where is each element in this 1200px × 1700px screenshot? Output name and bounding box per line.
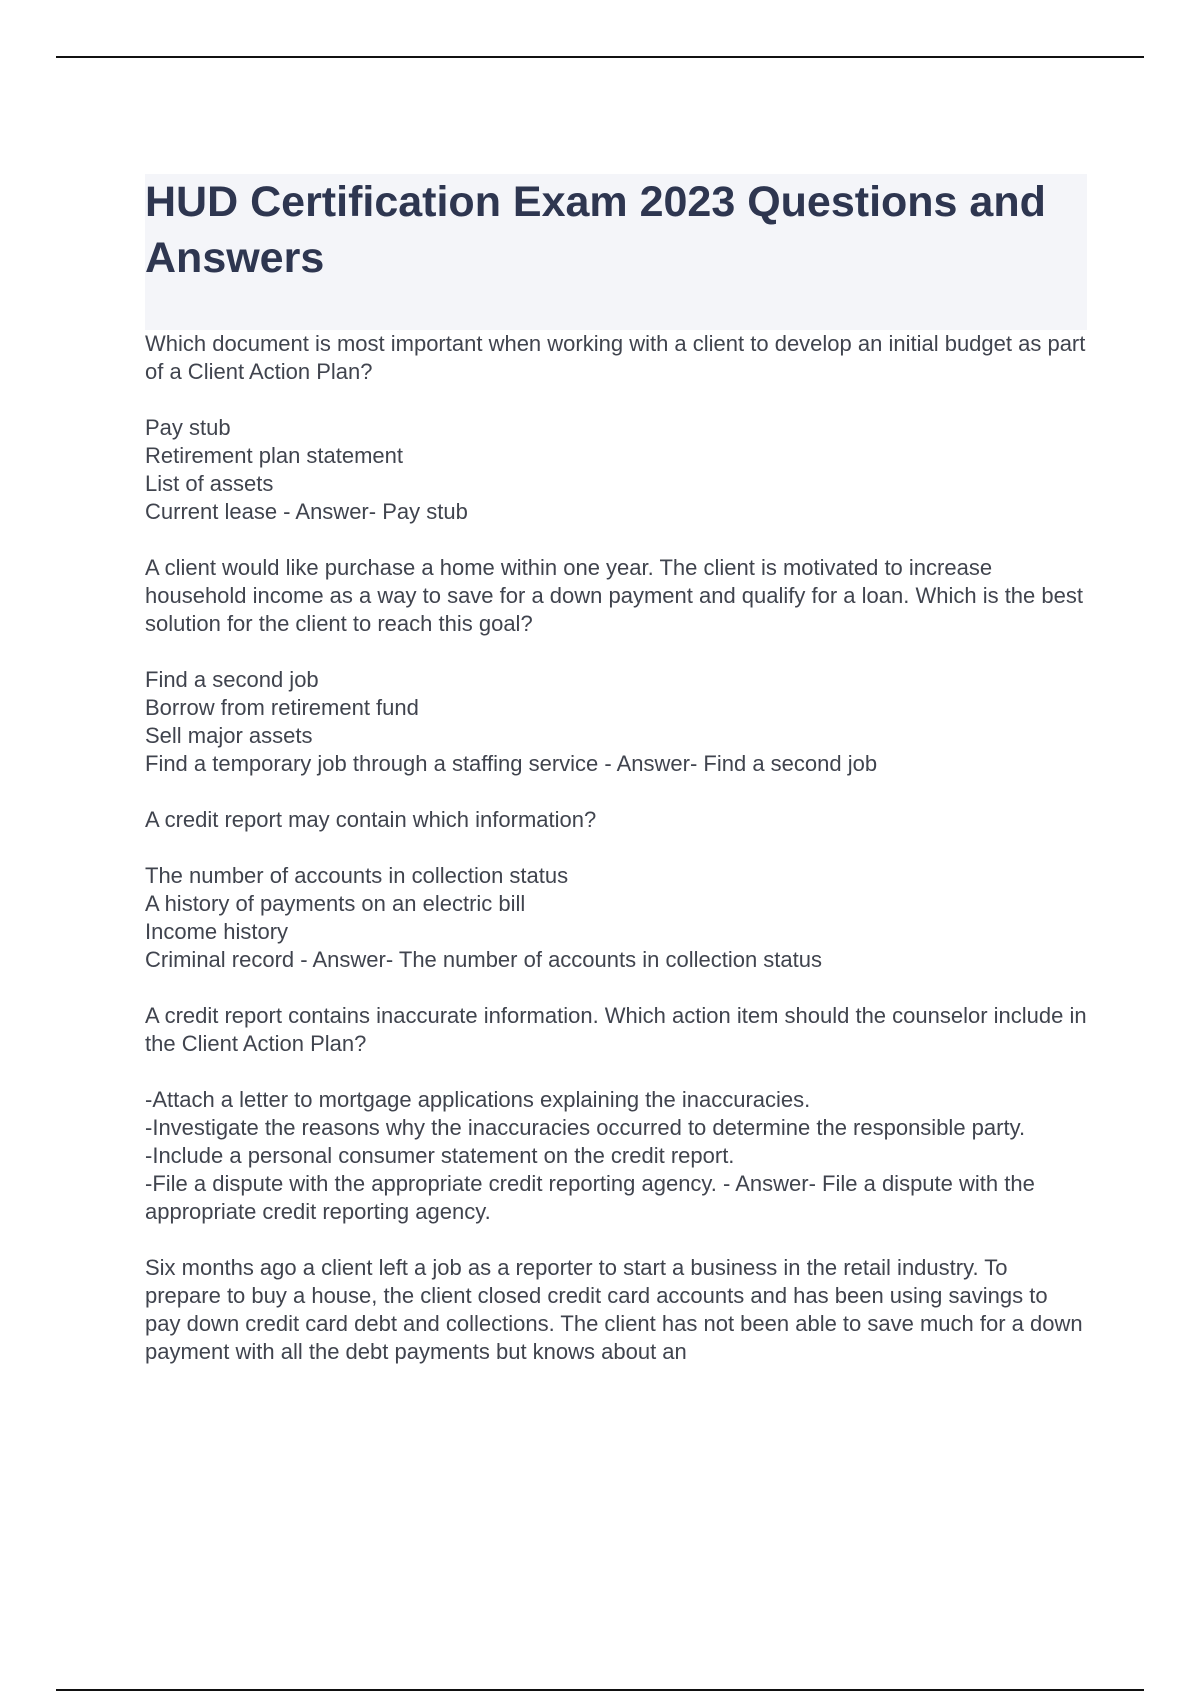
bottom-rule xyxy=(56,1689,1144,1691)
question-4-text: A credit report contains inaccurate information. Which action item should the counselor include in the Client Action Plan? xyxy=(145,1003,1087,1056)
option: Pay stub xyxy=(145,415,231,440)
document-body xyxy=(145,174,1087,1394)
option: Sell major assets xyxy=(145,723,313,748)
option: List of assets xyxy=(145,471,274,496)
option: -Include a personal consumer statement on the credit report. xyxy=(145,1143,735,1168)
top-rule xyxy=(56,56,1144,58)
option-with-answer: -File a dispute with the appropriate credit reporting agency. - Answer- File a dispute with the appropriate credit reporting agency. xyxy=(145,1171,1035,1224)
option: Income history xyxy=(145,919,289,944)
question-1-options xyxy=(145,414,1087,526)
option: Retirement plan statement xyxy=(145,443,404,468)
option-with-answer: Find a temporary job through a staffing service - Answer- Find a second job xyxy=(145,751,878,776)
question-5-text: Six months ago a client left a job as a reporter to start a business in the retail industry. To prepare to buy a house, the client closed credit card accounts and has been using savings to pay down credit card debt and collections. The client has not been able to save much for a down payment with all the debt payments but knows about an xyxy=(145,1255,1083,1364)
option: -Investigate the reasons why the inaccuracies occurred to determine the responsible party. xyxy=(145,1115,1026,1140)
option: The number of accounts in collection status xyxy=(145,863,569,888)
option: A history of payments on an electric bill xyxy=(145,891,526,916)
question-4-options xyxy=(145,1086,1087,1226)
option-with-answer: Current lease - Answer- Pay stub xyxy=(145,499,468,524)
qa-list xyxy=(145,330,1087,1366)
question-1-text: Which document is most important when working with a client to develop an initial budget as part of a Client Action Plan? xyxy=(145,331,1086,384)
option: Find a second job xyxy=(145,667,319,692)
question-3-options xyxy=(145,862,1087,974)
question-2-text: A client would like purchase a home within one year. The client is motivated to increase household income as a way to save for a down payment and qualify for a loan. Which is the best solution for the client to reach this goal? xyxy=(145,555,1083,636)
page-title: HUD Certification Exam 2023 Questions and Answers xyxy=(145,178,1046,282)
option: Borrow from retirement fund xyxy=(145,695,419,720)
option-with-answer: Criminal record - Answer- The number of accounts in collection status xyxy=(145,947,822,972)
title-block xyxy=(145,174,1087,330)
question-2-options xyxy=(145,666,1087,778)
question-3-text: A credit report may contain which information? xyxy=(145,807,597,832)
option: -Attach a letter to mortgage applications explaining the inaccuracies. xyxy=(145,1087,811,1112)
